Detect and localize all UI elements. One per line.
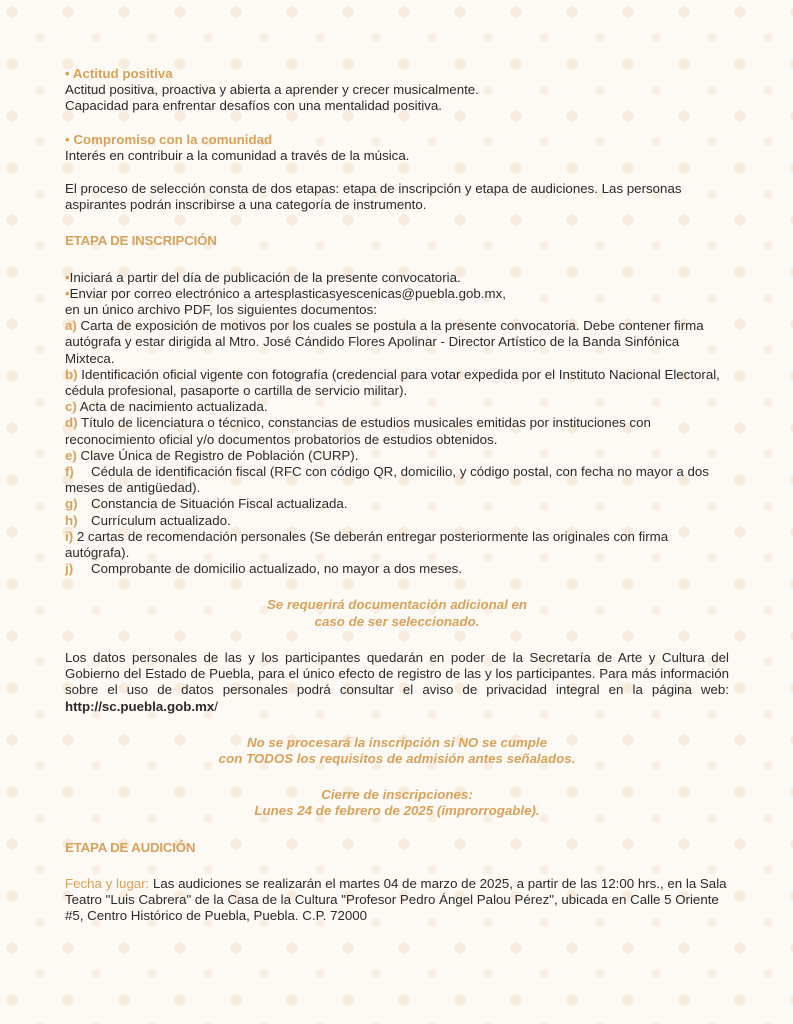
inscripcion-bullet-2: Enviar por correo electrónico a artesplasticasyescenicas@puebla.gob.mx, bbox=[69, 285, 506, 301]
compromiso-line-1: Interés en contribuir a la comunidad a través de la música. bbox=[65, 147, 410, 163]
requirement-compromiso bbox=[65, 132, 729, 164]
actitud-title: • Actitud positiva bbox=[65, 66, 173, 81]
list-item: a) Carta de exposición de motivos por los cuales se postula a la presente convocatoria. Debe contener firma autógrafa y estar dirigida al Mtro. José Cándido Flores Apolinar - Director Artístico de la Banda Sinfónica Mixteca. bbox=[65, 318, 704, 366]
datos-personales-paragraph: Los datos personales de las y los participantes quedarán en poder de la Secretaría de Arte y Cultura del Gobierno del Estado de Puebla, para el único efecto de registro de las y los participantes. Para más información sobre el uso de datos personales podrá consultar el aviso de privacidad integral en la página web: http://sc.puebla.gob.mx/ bbox=[65, 649, 729, 714]
actitud-line-2: Capacidad para enfrentar desafíos con una mentalidad positiva. bbox=[65, 98, 442, 114]
list-item: g) Constancia de Situación Fiscal actualizada. bbox=[65, 496, 348, 512]
audicion-paragraph bbox=[65, 876, 729, 925]
compromiso-title: • Compromiso con la comunidad bbox=[65, 131, 273, 147]
list-item: d) Título de licenciatura o técnico, constancias de estudios musicales emitidas por instituciones con reconocimiento oficial y/o documentos probatorios de estudios obtenidos. bbox=[65, 415, 651, 447]
nota-documentacion: Se requerirá documentación adicional en caso de ser seleccionado. bbox=[266, 597, 528, 629]
cierre-inscripciones: Cierre de inscripciones: Lunes 24 de febrero de 2025 (improrrogable). bbox=[254, 787, 540, 819]
list-item: j) Comprobante de domicilio actualizado, no mayor a dos meses. bbox=[65, 561, 463, 577]
list-item: h) Currículum actualizado. bbox=[65, 512, 231, 528]
inscripcion-heading: ETAPA DE INSCRIPCIÓN bbox=[65, 233, 217, 249]
list-item: f) Cédula de identificación fiscal (RFC con código QR, domicilio, y código postal, con fecha no mayor a dos meses de antigüedad). bbox=[65, 464, 709, 496]
list-item: b) Identificación oficial vigente con fotografía (credencial para votar expedida por el Instituto Nacional Electoral, cédula profesional, pasaporte o cartilla de servicio militar). bbox=[65, 366, 720, 399]
audicion-heading: ETAPA DE AUDICIÓN bbox=[65, 839, 196, 855]
list-item: e) Clave Única de Registro de Población (CURP). bbox=[65, 447, 359, 463]
requirement-actitud bbox=[65, 66, 729, 115]
list-item: i) 2 cartas de recomendación personales (Se deberán entregar posteriormente las originales con firma autógrafa). bbox=[65, 528, 669, 561]
list-item: c) Acta de nacimiento actualizada. bbox=[65, 399, 268, 415]
document-page bbox=[65, 66, 729, 924]
privacy-link[interactable]: http://sc.puebla.gob.mx bbox=[65, 698, 215, 714]
actitud-line-1: Actitud positiva, proactiva y abierta a aprender y crecer musicalmente. bbox=[65, 82, 479, 98]
inscripcion-bullet-1: Iniciará a partir del día de publicación de la presente convocatoria. bbox=[69, 269, 461, 285]
audicion-text: Las audiciones se realizarán el martes 04 de marzo de 2025, a partir de las 12:00 hrs., en la Sala Teatro "Luis Cabrera" de la Casa de la Cultura "Profesor Pedro Ángel Palou Pérez", ubicada en Calle 5 Oriente #5, Centro Histórico de Puebla, Puebla. C.P. 72000 bbox=[65, 875, 727, 924]
fecha-lugar-label: Fecha y lugar: bbox=[65, 875, 150, 891]
document-list bbox=[65, 318, 729, 577]
inscripcion-bullet-2b: en un único archivo PDF, los siguientes documentos: bbox=[65, 302, 377, 318]
aviso-requisitos: No se procesará la inscripción si NO se cumple con TODOS los requisitos de admisión antes señalados. bbox=[218, 734, 576, 766]
inscripcion-bullets: •Iniciará a partir del día de publicación de la presente convocatoria. •Enviar por correo electrónico a artesplasticasyescenicas@puebla.gob.mx, en un único archivo PDF, los siguientes documentos: bbox=[65, 269, 506, 318]
proceso-paragraph: El proceso de selección consta de dos etapas: etapa de inscripción y etapa de audiciones. Las personas aspirantes podrán inscribirse a una categoría de instrumento. bbox=[65, 181, 682, 213]
